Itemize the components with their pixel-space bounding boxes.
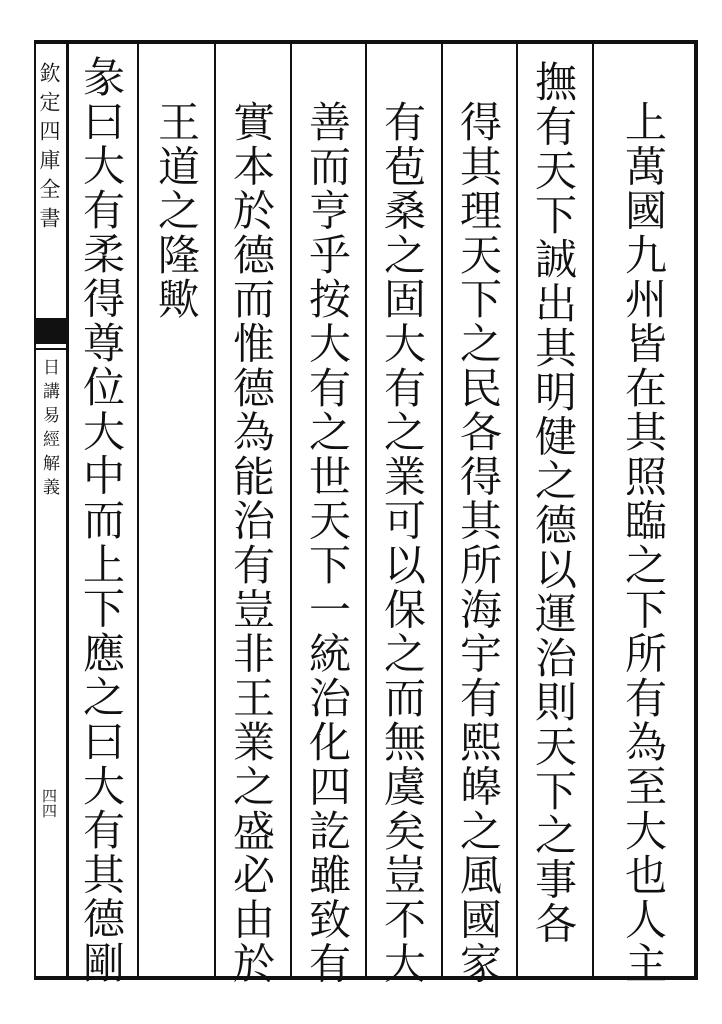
- text-column-8: 彖曰大有柔得尊位大中而上下應之曰大有其德剛: [77, 55, 126, 986]
- column-rule: [137, 44, 139, 976]
- column-rule: [214, 44, 216, 976]
- frame-left-rule: [34, 40, 36, 980]
- column-rule: [592, 44, 594, 976]
- column-rule: [441, 44, 443, 976]
- text-column-1: 上萬國九州皆在其照臨之下所有為至大也人主: [619, 100, 668, 986]
- column-rule: [290, 44, 292, 976]
- margin-divider-rule: [66, 40, 69, 980]
- column-rule: [365, 44, 367, 976]
- text-column-5: 善而亨乎按大有之世天下一統治化四訖雖致有: [303, 100, 352, 986]
- frame-right-rule: [694, 40, 698, 980]
- text-column-6: 實本於德而惟德為能治有豈非王業之盛必由於: [227, 100, 276, 986]
- text-column-2: 撫有天下誠出其明健之德以運治則天下之事各: [529, 60, 578, 946]
- text-column-3: 得其理天下之民各得其所海宇有熙皞之風國家: [454, 100, 503, 986]
- book-title: 日講易經解義: [39, 358, 59, 502]
- column-rule: [516, 44, 518, 976]
- text-column-4: 有苞桑之固大有之業可以保之而無虞矣豈不大: [378, 100, 427, 986]
- text-column-7: 王道之隆歟: [152, 100, 201, 322]
- page-number: 四四: [40, 788, 58, 818]
- fishtail-inner-line: [36, 348, 66, 350]
- frame-bottom-rule: [34, 976, 698, 980]
- collection-title: 欽定四庫全書: [37, 62, 61, 236]
- fishtail-mark: [36, 318, 66, 344]
